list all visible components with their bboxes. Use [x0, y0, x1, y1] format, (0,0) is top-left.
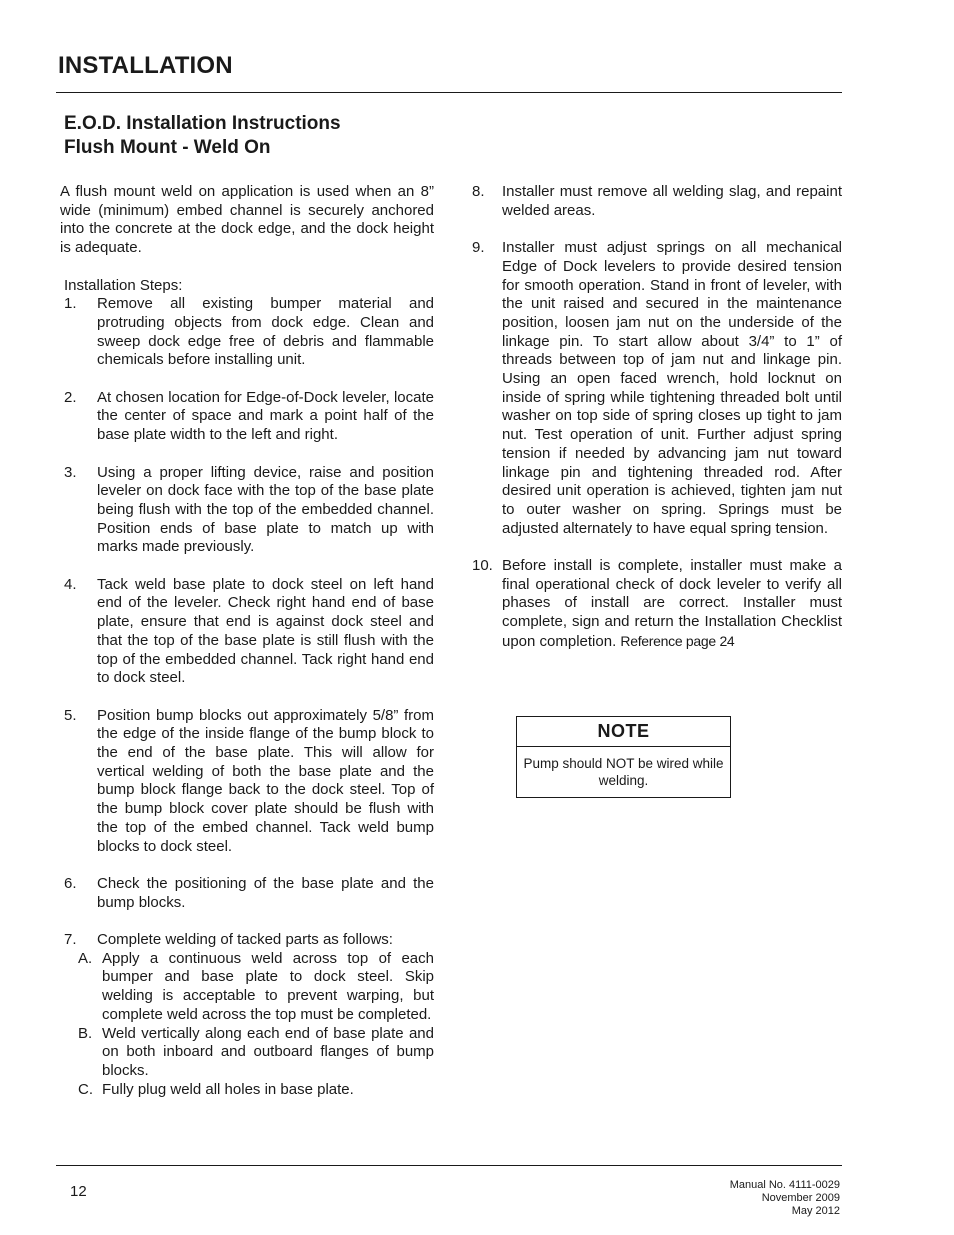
right-column: [470, 183, 842, 670]
substep-b: [58, 1025, 434, 1081]
step-number: 10.: [472, 557, 493, 575]
substep-number: A.: [78, 949, 93, 967]
step-6: [58, 875, 434, 912]
substep-text: Apply a continuous weld across top of each bumper and base plate to dock steel. Skip welding is acceptable to prevent warping, but complete weld across the top must be completed.: [102, 949, 434, 1023]
step-9: [470, 239, 842, 538]
substep-number: C.: [78, 1080, 93, 1098]
step-text: Remove all existing bumper material and protruding objects from dock edge. Clean and sweep dock edge free of debris and flammable chemicals before installing unit.: [97, 295, 434, 369]
step-text: Position bump blocks out approximately 5/8” from the edge of the inside flange of the bump block to the end of the base plate. This will allow for vertical welding of both the base plate and the bump block flange back to the dock steel. Top of the bump block cover plate should be flush with the top of the embed channel. Tack weld bump blocks to dock steel.: [97, 706, 434, 855]
manual-number: Manual No. 4111-0029: [729, 1179, 840, 1191]
note-box: [516, 716, 731, 798]
left-column: [58, 183, 434, 1099]
steps-label: Installation Steps:: [64, 276, 183, 294]
step-text: [502, 557, 842, 652]
intro-paragraph: A flush mount weld on application is used when an 8” wide (minimum) embed channel is securely anchored into the concrete at the dock edge, and the dock height is adequate.: [60, 183, 434, 257]
revision-date-2: May 2012: [791, 1205, 840, 1217]
substep-text: Fully plug weld all holes in base plate.: [102, 1080, 354, 1098]
step-text: Tack weld base plate to dock steel on left hand end of the leveler. Check right hand end of base plate, ensure that end is against dock steel and that the top of the base plate is still flush with the top of the embedded channel. Tack right hand end to dock steel.: [97, 575, 434, 687]
step-7: [58, 931, 434, 950]
substep-number: B.: [78, 1024, 93, 1042]
step-10-text: Before install is complete, installer must make a final operational check of dock leveler to verify all phases of install are correct. Installer must complete, sign and return the Installation Checklist upon completion.: [502, 557, 842, 650]
step-number: 3.: [64, 463, 77, 481]
step-5: [58, 707, 434, 857]
step-4: [58, 576, 434, 688]
header-rule: [56, 92, 842, 93]
step-number: 7.: [64, 931, 77, 949]
step-8: [470, 183, 842, 220]
page-heading: INSTALLATION: [58, 52, 233, 79]
step-text: Installer must adjust springs on all mechanical Edge of Dock levelers to provide desired tension for smooth operation. Stand in front of leveler, with the unit raised and secured in the maintenance position, loosen jam nut on the underside of the linkage pin. To start allow about 3/4” to 1” of threads between top of jam nut and linkage pin. Using an open faced wrench, hold locknut on inside of spring while tightening threaded bolt until washer on top side of spring closes up tight to jam nut. Test operation of unit. Further adjust spring tension if needed by advancing jam nut toward linkage pin and tightening threaded rod. After desired unit operation is achieved, tighten jam nut to outer washer on spring. Springs must be adjusted alternately to have equal spring tension.: [502, 239, 842, 537]
step-text: Using a proper lifting device, raise and position leveler on dock face with the top of the base plate being flush with the top of the embedded channel. Position ends of base plate to match up with marks made previously.: [97, 463, 434, 556]
section-title: [64, 112, 341, 160]
substep-text: Weld vertically along each end of base plate and on both inboard and outboard flanges of bump blocks.: [102, 1024, 434, 1079]
section-title-line2: Flush Mount - Weld On: [64, 137, 271, 158]
step-number: 1.: [64, 295, 77, 313]
step-text: At chosen location for Edge-of-Dock leveler, locate the center of space and mark a point half of the base plate width to the left and right.: [97, 388, 434, 444]
step-2: [58, 389, 434, 445]
revision-date-1: November 2009: [761, 1192, 840, 1204]
step-10: [470, 557, 842, 652]
step-number: 6.: [64, 874, 77, 892]
note-text: Pump should NOT be wired while welding.: [523, 756, 724, 788]
step-number: 2.: [64, 388, 77, 406]
step-text: Check the positioning of the base plate and the bump blocks.: [97, 874, 434, 911]
page-number: 12: [70, 1183, 87, 1200]
note-title: NOTE: [517, 717, 730, 747]
footer-rule: [56, 1165, 842, 1166]
step-text: Complete welding of tacked parts as follows:: [97, 931, 393, 949]
step-text: Installer must remove all welding slag, and repaint welded areas.: [502, 183, 842, 219]
footer-info: [730, 1179, 840, 1218]
step-1: [58, 295, 434, 370]
step-number: 4.: [64, 575, 77, 593]
section-title-line1: E.O.D. Installation Instructions: [64, 113, 341, 134]
step-number: 5.: [64, 706, 77, 724]
page-reference: Reference page 24: [620, 632, 735, 649]
step-number: 8.: [472, 183, 485, 200]
substep-c: [58, 1081, 434, 1100]
step-3: [58, 464, 434, 558]
substep-a: [58, 950, 434, 1025]
step-number: 9.: [472, 239, 485, 257]
